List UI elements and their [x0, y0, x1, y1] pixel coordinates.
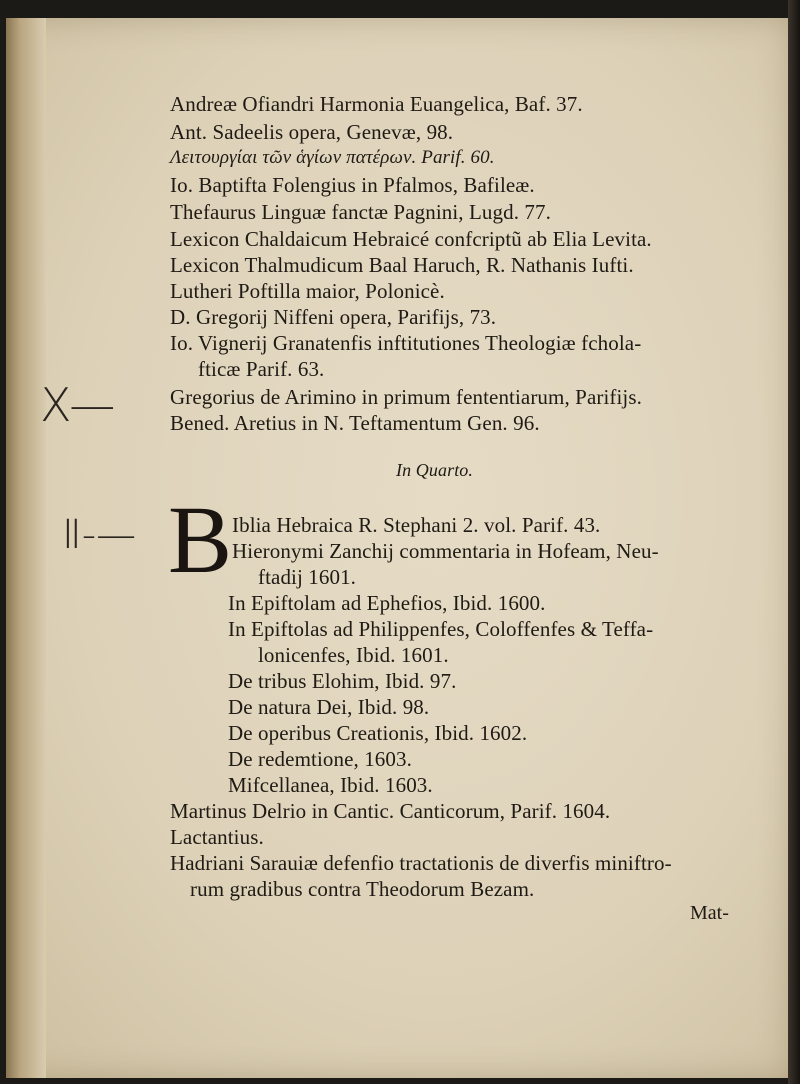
margin-note-x: X— — [40, 378, 116, 432]
entry-vignerij: Io. Vignerij Granatenfis inftitutiones Theologiæ fchola- — [170, 331, 642, 355]
entry-lexicon-thalmudicum: Lexicon Thalmudicum Baal Haruch, R. Nathanis Iufti. — [170, 253, 634, 277]
entry-natura-dei: De natura Dei, Ibid. 98. — [228, 695, 430, 719]
entry-lutheri: Lutheri Poftilla maior, Polonicè. — [170, 279, 445, 303]
book-edge — [788, 0, 800, 1084]
entry-delrio: Martinus Delrio in Cantic. Canticorum, Parif. 1604. — [170, 799, 611, 823]
section-heading: In Quarto. — [396, 460, 473, 480]
entry-zanchij-cont: ftadij 1601. — [258, 565, 357, 589]
entry-sarauiae: Hadriani Sarauiæ defenfio tractationis de diverfis miniftro- — [170, 851, 672, 875]
entry-philippenses-cont: lonicenfes, Ibid. 1601. — [258, 643, 449, 667]
entry-redemtione: De redemtione, 1603. — [228, 747, 412, 771]
entry-elohim: De tribus Elohim, Ibid. 97. — [228, 669, 457, 693]
entry-gregorij: D. Gregorij Niffeni opera, Parifijs, 73. — [170, 305, 497, 329]
entry-lactantius: Lactantius. — [170, 825, 264, 849]
entry-sadeelis: Ant. Sadeelis opera, Genevæ, 98. — [170, 120, 454, 144]
entry-vignerij-cont: fticæ Parif. 63. — [198, 357, 325, 381]
entry-osiandri: Andreæ Ofiandri Harmonia Euangelica, Baf. 37. — [170, 92, 583, 116]
entry-ephesios: In Epiftolam ad Ephefios, Ibid. 1600. — [228, 591, 546, 615]
entry-thesaurus: Thefaurus Linguæ fanctæ Pagnini, Lugd. 77. — [170, 200, 551, 224]
entry-sarauiae-cont: rum gradibus contra Theodorum Bezam. — [190, 877, 535, 901]
drop-cap: B — [168, 486, 233, 593]
entry-liturgies: Λειτουργίαι τῶν ἁγίων πατέρων. Parif. 60. — [170, 147, 495, 168]
entry-folengius: Io. Baptifta Folengius in Pfalmos, Bafileæ. — [170, 173, 535, 197]
entry-zanchij: Hieronymi Zanchij commentaria in Hofeam, Neu- — [232, 539, 659, 563]
margin-note-ii: Ⅱ-— — [62, 512, 137, 558]
entry-aretius: Bened. Aretius in N. Teftamentum Gen. 96. — [170, 411, 540, 435]
entry-arimino: Gregorius de Arimino in primum fententiarum, Parifijs. — [170, 385, 642, 409]
entry-creationis: De operibus Creationis, Ibid. 1602. — [228, 721, 528, 745]
catchword: Mat- — [690, 902, 729, 924]
binding-gutter — [6, 18, 46, 1078]
entry-lexicon-chaldaicum: Lexicon Chaldaicum Hebraicé confcriptũ ab Elia Levita. — [170, 227, 652, 251]
entry-biblia: Iblia Hebraica R. Stephani 2. vol. Parif. 43. — [232, 513, 601, 537]
entry-philippenses: In Epiftolas ad Philippenfes, Coloffenfes & Teffa- — [228, 617, 654, 641]
entry-miscellanea: Mifcellanea, Ibid. 1603. — [228, 773, 433, 797]
